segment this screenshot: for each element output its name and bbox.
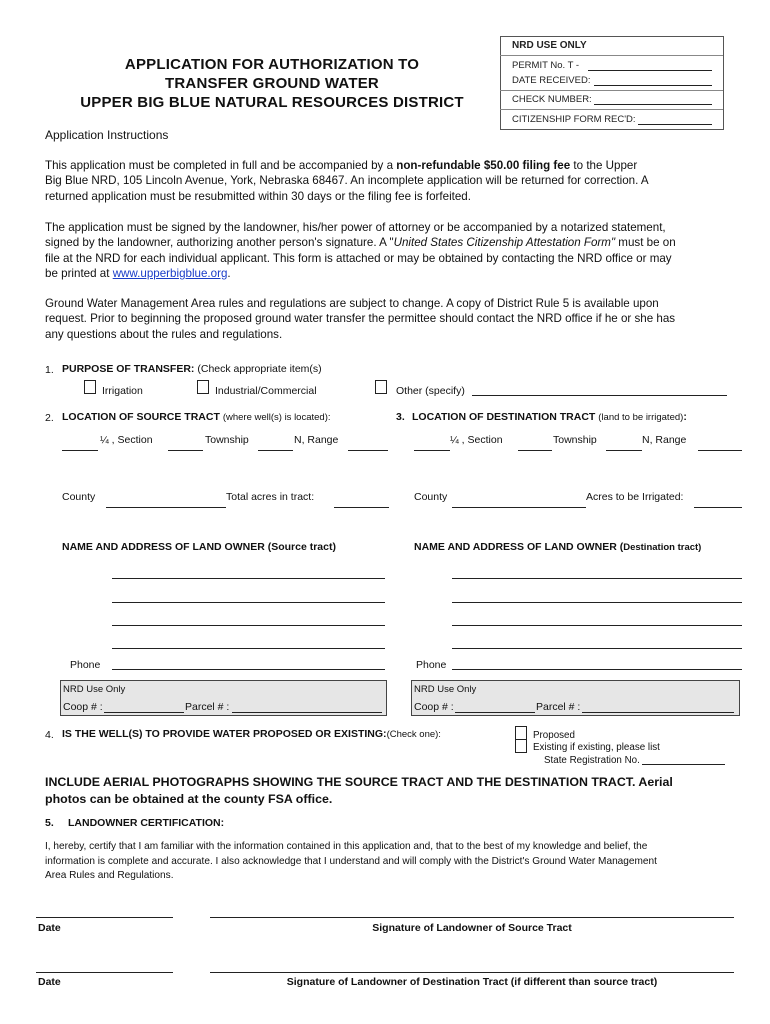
dest-acres-label: Acres to be Irrigated: bbox=[586, 491, 684, 503]
dest-phone-field[interactable] bbox=[452, 669, 742, 670]
proposed-checkbox[interactable] bbox=[515, 726, 527, 740]
source-owner-line-4[interactable] bbox=[112, 648, 385, 649]
section1-number: 1. bbox=[45, 364, 54, 376]
instructions-paragraph-1: This application must be completed in full and be accompanied by a non-refundable $50.00 filing fee to the Upper Big Blue NRD, 105 Lincoln Avenue, York, Nebraska 68467. An incomplete application will be returned for correction. A returned application must be resubmitted within 30 days or the filing fee is forfeited. bbox=[45, 159, 649, 203]
dest-county-field[interactable] bbox=[452, 507, 586, 508]
dest-owner-line-3[interactable] bbox=[452, 625, 742, 626]
nrd-box-heading: NRD USE ONLY bbox=[512, 40, 587, 51]
source-township-label: Township bbox=[205, 434, 249, 446]
source-owner-line-3[interactable] bbox=[112, 625, 385, 626]
date-label-1: Date bbox=[38, 922, 61, 934]
source-parcel-label: Parcel # : bbox=[185, 701, 230, 713]
date-field-2[interactable] bbox=[36, 972, 173, 973]
other-specify-field[interactable] bbox=[472, 395, 727, 396]
source-county-field[interactable] bbox=[106, 507, 226, 508]
section5-heading: LANDOWNER CERTIFICATION: bbox=[68, 817, 225, 829]
aerial-photos-note: INCLUDE AERIAL PHOTOGRAPHS SHOWING THE SOURCE TRACT AND THE DESTINATION TRACT. Aerial photos can be obtained at the county FSA office. bbox=[45, 775, 673, 806]
dest-owner-line-4[interactable] bbox=[452, 648, 742, 649]
source-range-label: N, Range bbox=[294, 434, 339, 446]
section4-heading: IS THE WELL(S) TO PROVIDE WATER PROPOSED OR EXISTING:(Check one): bbox=[62, 728, 441, 740]
source-owner-heading: NAME AND ADDRESS OF LAND OWNER (Source tract) bbox=[62, 541, 336, 553]
dest-owner-line-2[interactable] bbox=[452, 602, 742, 603]
dest-township-label: Township bbox=[553, 434, 597, 446]
source-total-acres-label: Total acres in tract: bbox=[226, 491, 315, 503]
dest-quarter-section-label: ¼ , Section bbox=[450, 434, 503, 446]
form-title-line1: APPLICATION FOR AUTHORIZATION TO bbox=[124, 56, 420, 73]
instructions-paragraph-2: The application must be signed by the landowner, his/her power of attorney or be accompanied by a notarized statement, signed by the landowner, authorizing another person's signature. A "United States Citizenship Attestation Form" must be on file at the NRD for each individual applicant. This form is attached or may be obtained by contacting the NRD office or may be printed at www.upperbigblue.org. bbox=[45, 221, 676, 280]
other-checkbox[interactable] bbox=[375, 380, 387, 394]
check-number-field[interactable] bbox=[594, 104, 712, 105]
state-registration-field[interactable] bbox=[642, 764, 725, 765]
section3-number: 3. bbox=[396, 411, 405, 423]
source-range-field[interactable] bbox=[348, 450, 388, 451]
source-coop-field[interactable] bbox=[104, 712, 184, 713]
dest-nrd-use-label: NRD Use Only bbox=[414, 684, 477, 695]
signature-label-1: Signature of Landowner of Source Tract bbox=[372, 922, 572, 934]
permit-number-field[interactable] bbox=[588, 70, 712, 71]
irrigation-checkbox[interactable] bbox=[84, 380, 96, 394]
dest-section-field[interactable] bbox=[518, 450, 552, 451]
dest-parcel-label: Parcel # : bbox=[536, 701, 581, 713]
state-registration-label: State Registration No. bbox=[544, 755, 640, 766]
section2-heading: LOCATION OF SOURCE TRACT (where well(s) is located): bbox=[62, 411, 331, 423]
dest-coop-field[interactable] bbox=[455, 712, 535, 713]
dest-coop-label: Coop # : bbox=[414, 701, 454, 713]
other-label: Other (specify) bbox=[396, 385, 465, 397]
source-nrd-use-label: NRD Use Only bbox=[63, 684, 126, 695]
date-label-2: Date bbox=[38, 976, 61, 988]
instructions-heading: Application Instructions bbox=[45, 128, 169, 142]
date-field-1[interactable] bbox=[36, 917, 173, 918]
section4-number: 4. bbox=[45, 729, 54, 741]
website-link[interactable]: www.upperbigblue.org bbox=[112, 266, 228, 280]
section1-heading: PURPOSE OF TRANSFER: (Check appropriate item(s) bbox=[62, 363, 322, 375]
dest-owner-line-1[interactable] bbox=[452, 578, 742, 579]
signature-label-2: Signature of Landowner of Destination Tract (if different than source tract) bbox=[286, 976, 658, 988]
permit-number-label: PERMIT No. T - bbox=[512, 60, 580, 71]
section3-heading: LOCATION OF DESTINATION TRACT (land to be irrigated): bbox=[412, 411, 687, 423]
dest-quarter-field[interactable] bbox=[414, 450, 450, 451]
source-phone-label: Phone bbox=[70, 659, 101, 671]
dest-acres-field[interactable] bbox=[694, 507, 742, 508]
source-county-label: County bbox=[62, 491, 96, 503]
signature-field-2[interactable] bbox=[210, 972, 734, 973]
signature-field-1[interactable] bbox=[210, 917, 734, 918]
source-quarter-field[interactable] bbox=[62, 450, 98, 451]
dest-parcel-field[interactable] bbox=[582, 712, 734, 713]
dest-county-label: County bbox=[414, 491, 448, 503]
form-title-line2: TRANSFER GROUND WATER bbox=[165, 75, 379, 92]
existing-label: Existing if existing, please list bbox=[533, 742, 660, 753]
section2-number: 2. bbox=[45, 412, 54, 424]
source-quarter-section-label: ¼ , Section bbox=[100, 434, 153, 446]
existing-checkbox[interactable] bbox=[515, 739, 527, 753]
irrigation-label: Irrigation bbox=[102, 385, 143, 397]
proposed-label: Proposed bbox=[533, 730, 575, 741]
dest-range-label: N, Range bbox=[642, 434, 687, 446]
dest-range-field[interactable] bbox=[698, 450, 742, 451]
instructions-paragraph-3: Ground Water Management Area rules and regulations are subject to change. A copy of District Rule 5 is available upon request. Prior to beginning the proposed ground water transfer the permittee should contact the NRD office if he or she has any questions about the rules and regulations. bbox=[45, 297, 676, 341]
source-owner-line-2[interactable] bbox=[112, 602, 385, 603]
check-number-label: CHECK NUMBER: bbox=[512, 94, 592, 105]
dest-township-field[interactable] bbox=[606, 450, 642, 451]
date-received-field[interactable] bbox=[594, 85, 712, 86]
source-owner-line-1[interactable] bbox=[112, 578, 385, 579]
form-title-line3: UPPER BIG BLUE NATURAL RESOURCES DISTRICT bbox=[80, 94, 464, 111]
source-parcel-field[interactable] bbox=[232, 712, 382, 713]
date-received-label: DATE RECEIVED: bbox=[512, 75, 591, 86]
source-total-acres-field[interactable] bbox=[334, 507, 389, 508]
source-section-field[interactable] bbox=[168, 450, 203, 451]
industrial-commercial-label: Industrial/Commercial bbox=[215, 385, 317, 397]
dest-phone-label: Phone bbox=[416, 659, 447, 671]
citizenship-form-label: CITIZENSHIP FORM REC'D: bbox=[512, 114, 636, 125]
source-township-field[interactable] bbox=[258, 450, 293, 451]
citizenship-form-field[interactable] bbox=[638, 124, 712, 125]
industrial-commercial-checkbox[interactable] bbox=[197, 380, 209, 394]
section5-number: 5. bbox=[45, 817, 54, 829]
source-coop-label: Coop # : bbox=[63, 701, 103, 713]
dest-owner-heading: NAME AND ADDRESS OF LAND OWNER (Destination tract) bbox=[414, 541, 702, 553]
source-phone-field[interactable] bbox=[112, 669, 385, 670]
certification-text: I, hereby, certify that I am familiar with the information contained in this application and, that to the best of my knowledge and belief, the information is complete and accurate. I also acknowledge that I understand and will comply with the District's Ground Water Management Area Rules and Regulations. bbox=[45, 841, 657, 881]
